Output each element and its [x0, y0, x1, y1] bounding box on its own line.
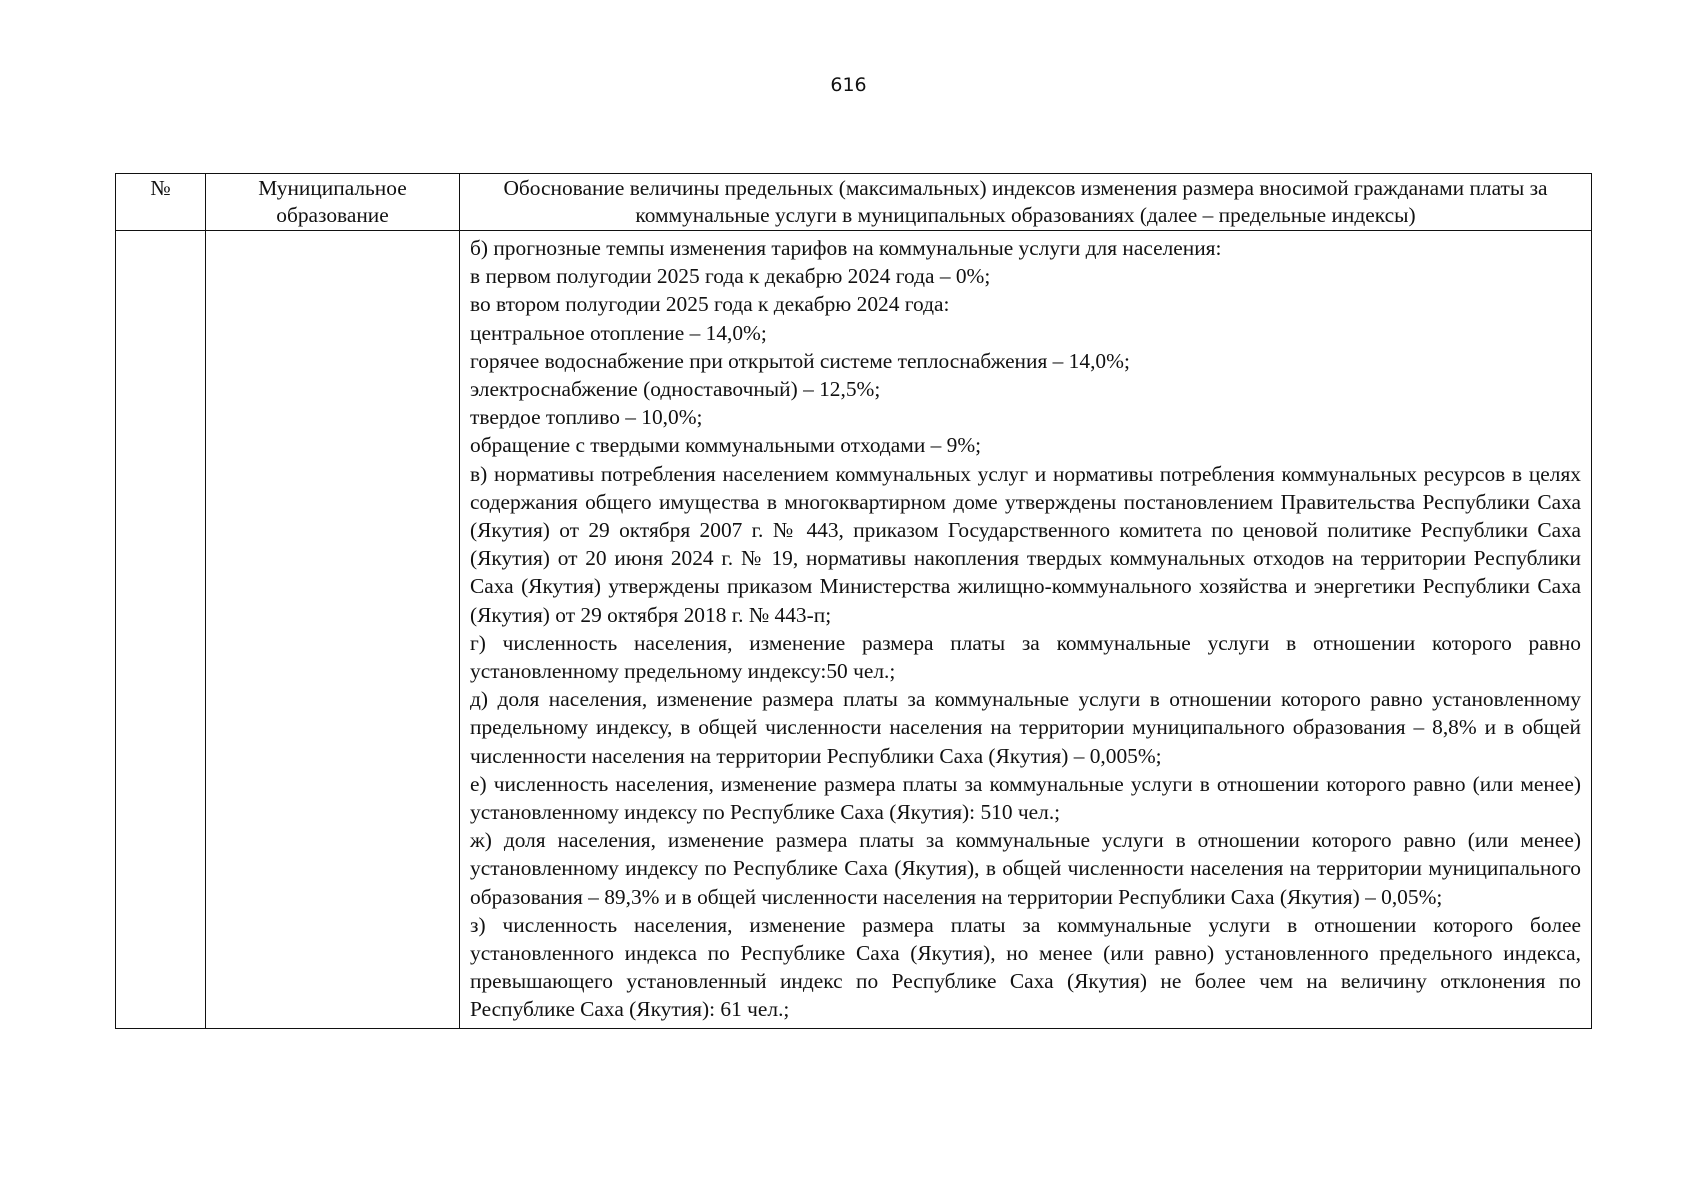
paragraph-v-consumption-norms: в) нормативы потребления населением коммунальных услуг и нормативы потребления коммунальных ресурсов в целях содержания общего имущества в многоквартирном доме утверждены постановлением Правительства Республики Саха (Якутия) от 29 октября 2007 г. № 443, приказом Государственного комитета по ценовой политике Республики Саха (Якутия) от 20 июня 2024 г. № 19, нормативы накопления твердых коммунальных отходов на территории Республики Саха (Якутия) утверждены приказом Министерства жилищно-коммунального хозяйства и энергетики Республики Саха (Якутия) от 29 октября 2018 г. № 443-п; — [470, 461, 1581, 627]
table-header-row — [116, 174, 1592, 231]
tariff-index-table — [115, 173, 1592, 1029]
table-row — [116, 231, 1592, 1029]
line-central-heating: центральное отопление – 14,0%; — [470, 320, 767, 345]
header-justification: Обоснование величины предельных (максимальных) индексов изменения размера вносимой гражданами платы за коммунальные услуги в муниципальных образованиях (далее – предельные индексы) — [460, 174, 1592, 231]
line-solid-waste: обращение с твердыми коммунальными отходами – 9%; — [470, 433, 982, 458]
paragraph-z-population-count: з) численность населения, изменение размера платы за коммунальные услуги в отношении которого более установленного индекса по Республике Саха (Якутия), но менее (или равно) установленного предельного индекса, превышающего установленный индекс по Республике Саха (Якутия) не более чем на величину отклонения по Республике Саха (Якутия): 61 чел.; — [470, 912, 1581, 1022]
cell-number — [116, 231, 206, 1029]
paragraph-e-population-count: е) численность населения, изменение размера платы за коммунальные услуги в отношении которого равно (или менее) установленному индексу по Республике Саха (Якутия): 510 чел.; — [470, 771, 1581, 825]
line-first-half-2025: в первом полугодии 2025 года к декабрю 2024 года – 0%; — [470, 264, 991, 289]
paragraph-d-population-share: д) доля населения, изменение размера платы за коммунальные услуги в отношении которого равно установленному предельному индексу, в общей численности населения на территории муниципального образования – 8,8% и в общей численности населения на территории Республики Саха (Якутия) – 0,005%; — [470, 687, 1581, 768]
cell-justification — [460, 231, 1592, 1029]
header-number: № — [116, 174, 206, 231]
line-solid-fuel: твердое топливо – 10,0%; — [470, 405, 703, 430]
paragraph-zh-population-share: ж) доля населения, изменение размера платы за коммунальные услуги в отношении которого равно (или менее) установленному индексу по Республике Саха (Якутия), в общей численности населения на территории муниципального образования – 89,3% и в общей численности населения на территории Республики Саха (Якутия) – 0,05%; — [470, 828, 1581, 909]
line-hot-water: горячее водоснабжение при открытой системе теплоснабжения – 14,0%; — [470, 348, 1130, 373]
page-number: 616 — [830, 74, 867, 96]
paragraph-g-population-count: г) численность населения, изменение размера платы за коммунальные услуги в отношении которого равно установленному предельному индексу:50 чел.; — [470, 630, 1581, 684]
paragraph-b-forecast-rates: б) прогнозные темпы изменения тарифов на коммунальные услуги для населения: — [470, 236, 1222, 260]
cell-municipality — [206, 231, 460, 1029]
line-electricity: электроснабжение (одноставочный) – 12,5%; — [470, 377, 881, 402]
header-municipality: Муниципальное образование — [206, 174, 460, 231]
line-second-half-2025: во втором полугодии 2025 года к декабрю 2024 года: — [470, 292, 950, 317]
